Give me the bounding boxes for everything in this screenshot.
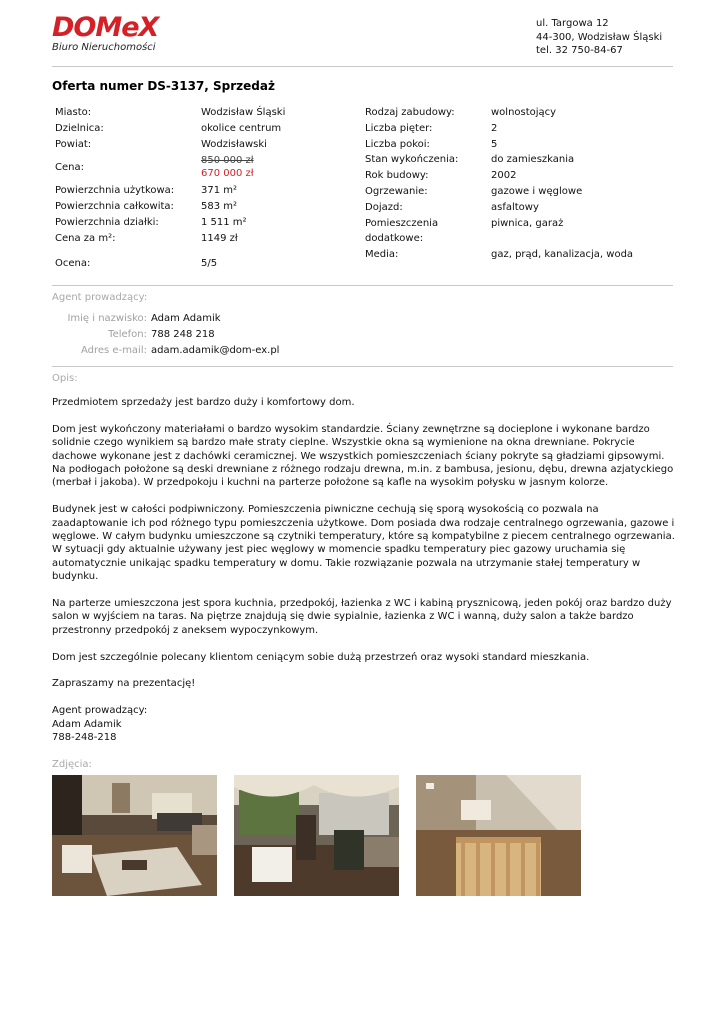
detail-label: Media: <box>365 249 399 261</box>
spacer <box>55 247 285 256</box>
detail-label: Miasto: <box>55 107 92 118</box>
detail-value: okolice centrum <box>201 122 282 134</box>
detail-label: Ogrzewanie: <box>365 185 428 197</box>
detail-label: Pomieszczenia dodatkowe: <box>365 217 439 245</box>
detail-row-extra-rooms <box>365 216 633 248</box>
agent-name: Adam Adamik <box>151 313 221 324</box>
description-paragraph: Dom jest wykończony materiałami o bardzo wysokim standardzie. Ściany zewnętrzne są docieplone i wykonane bardzo solidnie czego wynikiem są bardzo małe straty cieplne. Wszystkie okna są wymienione na okna drewniane. Pokrycie dachowe wykonane jest z dachówki ceramicznej. We wszystkich pomieszczeniach ściany pokryte są gładziami gipsowymi. Na podłogach położone są deski drewniane z różnego rodzaju drewna, m.in. z bambusa, jesionu, dębu, drewna azjatyckiego (merbał i jakoba). W przedpokoju i kuchni na parterze położone są kafle na wysokim połysku w jasnym kolorze. <box>52 423 674 489</box>
photo-attic-staircase[interactable] <box>416 775 581 896</box>
address-street: ul. Targowa 12 <box>536 18 609 29</box>
photo-salon-windows[interactable] <box>234 775 399 896</box>
agency-address <box>536 17 662 58</box>
description-paragraph: Na parterze umieszczona jest spora kuchnia, przedpokój, łazienka z WC i kabiną prysznicową, jeden pokój oraz bardzo duży salon w wyjściem na taras. Na piętrze znajdują się dwie sypialnie, łazienka z WC i wanną, duży salon a także bardzo przestronny przedpokój z aneksem wypoczynkowym. <box>52 598 672 636</box>
description-heading: Opis: <box>52 373 78 384</box>
address-city: 44-300, Wodzisław Śląski <box>536 31 663 43</box>
detail-value: 5 <box>491 138 498 150</box>
detail-value: Wodzisław Śląski <box>201 107 286 118</box>
detail-row-year-built <box>365 168 633 184</box>
detail-value: asfaltowy <box>491 201 539 213</box>
description-paragraph: Budynek jest w całości podpiwniczony. Pomieszczenia piwniczne cechują się sporą wysokością co pozwala na zaadaptowanie ich pod różnego typu pomieszczenia użytkowe. Dom posiada dwa rodzaje centralnego ogrzewania, gazowe i węglowe. W całym budynku umieszczone są czytniki temperatury, które są kompatybilne z piecem centralnego ogrzewania. W sytuacji gdy aktualnie używany jest piec węglowy w momencie spadku temperatury piec gazowy uruchamia się automatycznie unikając spadku temperatury w domu. Takie rozwiązanie pozwala na utrzymanie stałej temperatury w budynku. <box>52 504 675 583</box>
detail-label: Liczba pokoi: <box>365 138 430 150</box>
detail-value: wolnostojący <box>491 107 557 118</box>
detail-row-floors <box>365 121 633 137</box>
logo-wordmark: DOMeX <box>52 12 159 43</box>
address-phone: tel. 32 750-84-67 <box>536 45 623 56</box>
agent-divider <box>52 366 673 367</box>
detail-value: 2002 <box>491 170 517 182</box>
detail-label: Powiat: <box>55 138 92 150</box>
detail-value: 371 m² <box>201 185 238 197</box>
detail-row-county <box>55 137 285 153</box>
description-paragraph: Dom jest szczególnie polecany klientom ceniącym sobie dużą przestrzeń oraz wysoki standard mieszkania. <box>52 651 590 663</box>
description-body <box>52 396 677 744</box>
closing-line: Adam Adamik <box>52 718 122 730</box>
detail-row-access-road <box>365 200 633 216</box>
price-values <box>201 155 254 180</box>
detail-value: piwnica, garaż <box>491 217 564 229</box>
agent-phone: 788 248 218 <box>151 329 215 340</box>
photos-heading: Zdjęcia: <box>52 759 92 770</box>
new-price: 670 000 zł <box>201 167 254 179</box>
detail-row-district <box>55 121 285 137</box>
detail-label: Powierzchnia całkowita: <box>55 201 174 213</box>
detail-value: 2 <box>491 122 498 134</box>
detail-value: 583 m² <box>201 201 238 213</box>
detail-label: Cena: <box>55 161 84 173</box>
old-price: 850 000 zł <box>201 155 254 167</box>
detail-label: Powierzchnia działki: <box>55 216 159 228</box>
company-logo <box>52 14 182 56</box>
detail-label: Ocena: <box>55 257 91 269</box>
agent-email-row <box>52 343 279 359</box>
detail-row-heating <box>365 184 633 200</box>
agent-name-label: Imię i nazwisko: <box>67 313 147 324</box>
photo-living-room[interactable] <box>52 775 217 896</box>
detail-value: 5/5 <box>201 257 218 269</box>
agent-email-label: Adres e-mail: <box>80 345 147 356</box>
offer-title: Oferta numer DS-3137, Sprzedaż <box>52 79 275 93</box>
detail-row-utilities <box>365 247 633 263</box>
detail-value: do zamieszkania <box>491 154 575 166</box>
detail-label: Powierzchnia użytkowa: <box>55 185 175 197</box>
agent-contact <box>52 311 279 359</box>
detail-row-price-per-m2 <box>55 231 285 247</box>
detail-label: Stan wykończenia: <box>365 154 459 166</box>
detail-value: gazowe i węglowe <box>491 185 583 197</box>
logo-subtitle: Biuro Nieruchomości <box>52 42 156 53</box>
detail-label: Cena za m²: <box>55 232 116 244</box>
detail-row-building-type <box>365 105 633 121</box>
detail-value: 1149 zł <box>201 232 238 244</box>
detail-row-total-area <box>55 199 285 215</box>
detail-row-rating <box>55 256 285 272</box>
detail-row-price <box>55 152 285 183</box>
detail-label: Rok budowy: <box>365 170 429 182</box>
agent-section-heading: Agent prowadzący: <box>52 292 148 303</box>
closing-line: 788-248-218 <box>52 732 117 744</box>
description-paragraph: Zapraszamy na prezentację! <box>52 678 196 690</box>
detail-label: Rodzaj zabudowy: <box>365 107 455 118</box>
header-divider <box>52 66 673 67</box>
agent-phone-row <box>52 327 279 343</box>
details-left-column <box>55 105 285 271</box>
agent-phone-label: Telefon: <box>108 329 147 340</box>
detail-row-usable-area <box>55 183 285 199</box>
closing-line: Agent prowadzący: <box>52 705 148 717</box>
detail-row-rooms <box>365 137 633 153</box>
detail-row-finish <box>365 152 633 168</box>
detail-label: Liczba pięter: <box>365 122 433 134</box>
detail-row-plot-area <box>55 215 285 231</box>
detail-label: Dojazd: <box>365 201 403 213</box>
description-paragraph: Przedmiotem sprzedaży jest bardzo duży i komfortowy dom. <box>52 397 355 408</box>
detail-value: 1 511 m² <box>201 216 247 228</box>
agent-name-row <box>52 311 279 327</box>
detail-value: Wodzisławski <box>201 138 267 150</box>
details-right-column <box>365 105 633 263</box>
details-divider <box>52 285 673 286</box>
description-closing <box>52 704 677 744</box>
detail-label: Dzielnica: <box>55 122 104 134</box>
detail-value: gaz, prąd, kanalizacja, woda <box>491 249 634 261</box>
detail-row-city <box>55 105 285 121</box>
photo-gallery <box>52 775 581 896</box>
agent-email[interactable]: adam.adamik@dom-ex.pl <box>151 345 280 356</box>
